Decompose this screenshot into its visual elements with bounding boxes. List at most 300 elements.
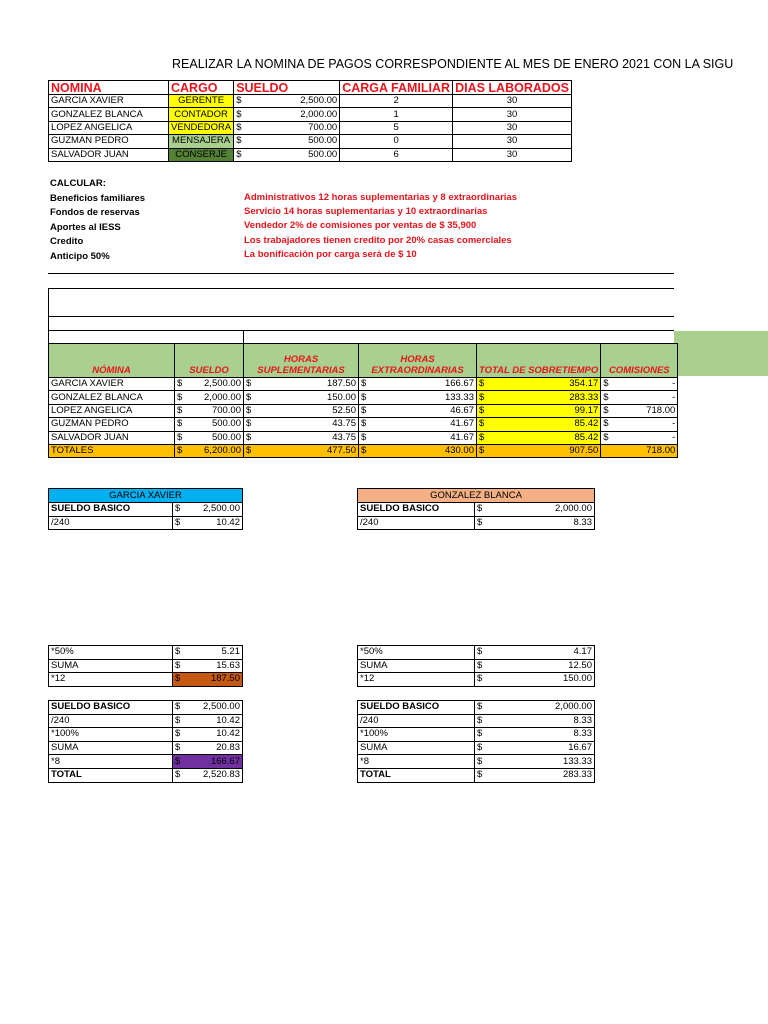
cell-cargo[interactable]: MENSAJERA bbox=[169, 135, 234, 148]
currency-symbol: $ bbox=[175, 714, 181, 726]
currency-symbol: $ bbox=[177, 431, 183, 443]
row-label[interactable]: TOTAL bbox=[358, 768, 475, 782]
cell-value: 5.21 bbox=[221, 646, 240, 658]
cell-hs[interactable] bbox=[244, 378, 359, 391]
currency-symbol: $ bbox=[175, 755, 181, 767]
table-row bbox=[358, 503, 595, 517]
table-row bbox=[358, 755, 595, 769]
currency-symbol: $ bbox=[361, 445, 367, 457]
green-fill-block bbox=[674, 331, 768, 376]
cell-he-total[interactable] bbox=[359, 444, 477, 457]
cell-nombre[interactable]: GARCIA XAVIER bbox=[49, 378, 175, 391]
header-comisiones[interactable]: COMISIONES bbox=[601, 344, 678, 378]
currency-symbol: $ bbox=[177, 391, 183, 403]
currency-symbol: $ bbox=[175, 769, 181, 781]
garcia-extraordinarias-table bbox=[48, 700, 243, 783]
cell-value: 2,000.00 bbox=[555, 701, 592, 713]
currency-symbol: $ bbox=[477, 503, 483, 515]
currency-symbol: $ bbox=[175, 728, 181, 740]
cell-nombre[interactable]: LOPEZ ANGELICA bbox=[49, 404, 175, 417]
cell-sueldo[interactable] bbox=[175, 378, 244, 391]
row-value[interactable] bbox=[475, 728, 595, 742]
cell-total[interactable] bbox=[477, 378, 601, 391]
cell-total[interactable] bbox=[477, 431, 601, 444]
garcia-suplementarias-table bbox=[48, 645, 243, 687]
currency-symbol: $ bbox=[477, 769, 483, 781]
table-row bbox=[49, 741, 243, 755]
currency-symbol: $ bbox=[177, 445, 183, 457]
row-label[interactable]: *8 bbox=[358, 755, 475, 769]
header-total-sobretiempo[interactable]: TOTAL DE SOBRETIEMPO bbox=[477, 344, 601, 378]
nomina-table bbox=[48, 80, 572, 162]
table-row bbox=[358, 768, 595, 782]
currency-symbol: $ bbox=[479, 418, 485, 430]
cell-value: 85.42 bbox=[574, 418, 599, 430]
header-nomina[interactable]: NOMINA bbox=[49, 81, 169, 95]
grid-line bbox=[48, 316, 674, 317]
cell-value: 4.17 bbox=[573, 646, 592, 658]
header-line: HORAS bbox=[283, 354, 319, 365]
row-label[interactable]: /240 bbox=[49, 714, 173, 728]
table-row bbox=[358, 741, 595, 755]
cell-hs-total[interactable] bbox=[244, 444, 359, 457]
note-line[interactable]: Servicio 14 horas suplementarias y 10 extraordinarias bbox=[244, 206, 488, 218]
table-row bbox=[49, 121, 572, 134]
cell-value: 477.50 bbox=[326, 445, 356, 457]
conditions-notes bbox=[244, 191, 517, 262]
grid-line bbox=[243, 330, 244, 344]
garcia-sueldo-table bbox=[48, 488, 243, 530]
cell-value: 700.00 bbox=[211, 404, 241, 416]
cell-nombre[interactable]: SALVADOR JUAN bbox=[49, 148, 169, 161]
grid-line bbox=[48, 288, 674, 289]
row-value[interactable] bbox=[173, 673, 243, 687]
cell-value: 2,500.00 bbox=[203, 701, 240, 713]
currency-symbol: $ bbox=[477, 659, 483, 671]
note-line[interactable]: Vendedor 2% de comisiones por ventas de $ 35,900 bbox=[244, 220, 477, 232]
cell-value: 283.33 bbox=[569, 391, 599, 403]
currency-symbol: $ bbox=[236, 148, 242, 160]
cell-value: 500.00 bbox=[211, 418, 241, 430]
cell-value: 85.42 bbox=[574, 431, 599, 443]
cell-nombre[interactable]: LOPEZ ANGELICA bbox=[49, 121, 169, 134]
row-label[interactable]: *8 bbox=[49, 755, 173, 769]
sueldo-value: 500.00 bbox=[308, 135, 338, 147]
cell-comisiones[interactable] bbox=[601, 378, 678, 391]
cell-carga[interactable]: 1 bbox=[340, 108, 453, 121]
calcular-item[interactable]: Beneficios familiares bbox=[50, 192, 146, 204]
cell-cargo[interactable]: GERENTE bbox=[169, 95, 234, 108]
cell-hs[interactable] bbox=[244, 431, 359, 444]
sueldo-value: 2,000.00 bbox=[300, 108, 338, 120]
cell-dias[interactable]: 30 bbox=[453, 148, 572, 161]
row-label[interactable]: *100% bbox=[49, 728, 173, 742]
cell-sueldo[interactable] bbox=[234, 95, 340, 108]
sobretiempo-header-row bbox=[49, 344, 678, 378]
row-value[interactable] bbox=[173, 728, 243, 742]
row-label[interactable]: SUMA bbox=[49, 741, 173, 755]
row-value[interactable] bbox=[173, 659, 243, 673]
cell-value: 907.50 bbox=[569, 445, 599, 457]
table-row bbox=[358, 701, 595, 715]
currency-symbol: $ bbox=[175, 701, 181, 713]
cell-hs[interactable] bbox=[244, 404, 359, 417]
cell-carga[interactable]: 6 bbox=[340, 148, 453, 161]
calcular-list bbox=[50, 177, 145, 265]
cell-value: - bbox=[672, 391, 676, 403]
sueldo-value: 500.00 bbox=[308, 148, 338, 160]
cell-value: 10.42 bbox=[216, 516, 240, 528]
cell-sueldo[interactable] bbox=[234, 135, 340, 148]
cell-total[interactable] bbox=[477, 404, 601, 417]
row-label[interactable]: SUELDO BASICO bbox=[358, 701, 475, 715]
row-label[interactable]: *50% bbox=[49, 646, 173, 660]
cell-value: 6,200.00 bbox=[204, 445, 241, 457]
cell-dias[interactable]: 30 bbox=[453, 95, 572, 108]
cell-value: 150.00 bbox=[562, 673, 592, 685]
row-value[interactable] bbox=[173, 741, 243, 755]
row-value[interactable] bbox=[475, 701, 595, 715]
table-row bbox=[49, 503, 243, 517]
currency-symbol: $ bbox=[361, 431, 367, 443]
row-label[interactable]: SUMA bbox=[358, 741, 475, 755]
table-row bbox=[49, 755, 243, 769]
cell-value: 15.63 bbox=[216, 659, 240, 671]
table-row bbox=[49, 135, 572, 148]
cell-value: 20.83 bbox=[216, 742, 240, 754]
currency-symbol: $ bbox=[246, 418, 252, 430]
cell-sueldo[interactable] bbox=[175, 404, 244, 417]
calcular-item[interactable]: Aportes al IESS bbox=[50, 221, 121, 233]
currency-symbol: $ bbox=[246, 431, 252, 443]
row-label[interactable]: SUMA bbox=[358, 659, 475, 673]
cell-sueldo[interactable] bbox=[234, 148, 340, 161]
cell-he[interactable] bbox=[359, 418, 477, 431]
cell-value: 2,500.00 bbox=[204, 378, 241, 390]
cell-comisiones[interactable] bbox=[601, 418, 678, 431]
cell-dias[interactable]: 30 bbox=[453, 108, 572, 121]
currency-symbol: $ bbox=[246, 391, 252, 403]
table-row bbox=[49, 701, 243, 715]
cell-value: 283.33 bbox=[562, 769, 592, 781]
row-value[interactable] bbox=[475, 659, 595, 673]
currency-symbol: $ bbox=[175, 503, 181, 515]
cell-value: 187.50 bbox=[210, 673, 240, 685]
cell-carga[interactable]: 5 bbox=[340, 121, 453, 134]
currency-symbol: $ bbox=[477, 728, 483, 740]
currency-symbol: $ bbox=[361, 404, 367, 416]
cell-carga[interactable]: 0 bbox=[340, 135, 453, 148]
currency-symbol: $ bbox=[246, 445, 252, 457]
cell-value: 150.00 bbox=[326, 391, 356, 403]
cell-value: 2,500.00 bbox=[203, 503, 240, 515]
worksheet-header bbox=[358, 489, 595, 503]
cell-value: 99.17 bbox=[574, 404, 599, 416]
cell-value: 2,000.00 bbox=[204, 391, 241, 403]
table-row bbox=[49, 148, 572, 161]
cell-value: 166.67 bbox=[444, 378, 474, 390]
row-value[interactable] bbox=[475, 714, 595, 728]
gonzalez-suplementarias-table bbox=[357, 645, 595, 687]
row-value[interactable] bbox=[475, 768, 595, 782]
cell-value: 46.67 bbox=[450, 404, 474, 416]
cell-sueldo[interactable] bbox=[175, 391, 244, 404]
row-value[interactable] bbox=[475, 673, 595, 687]
currency-symbol: $ bbox=[603, 378, 609, 390]
worksheet-header bbox=[49, 489, 243, 503]
table-row bbox=[49, 768, 243, 782]
cell-value: 500.00 bbox=[211, 431, 241, 443]
currency-symbol: $ bbox=[477, 516, 483, 528]
calcular-item[interactable]: Credito bbox=[50, 236, 84, 248]
cell-totales-label[interactable]: TOTALES bbox=[49, 444, 175, 457]
sueldo-value: 2,500.00 bbox=[300, 95, 338, 107]
cell-sueldo[interactable] bbox=[234, 121, 340, 134]
cell-nombre[interactable]: GUZMAN PEDRO bbox=[49, 418, 175, 431]
cell-he[interactable] bbox=[359, 378, 477, 391]
currency-symbol: $ bbox=[479, 378, 485, 390]
header-nomina[interactable]: NÓMINA bbox=[49, 344, 175, 378]
table-row bbox=[49, 404, 678, 417]
row-value[interactable] bbox=[475, 755, 595, 769]
cell-value: 430.00 bbox=[444, 445, 474, 457]
row-value[interactable] bbox=[475, 741, 595, 755]
table-row bbox=[358, 714, 595, 728]
header-sueldo[interactable]: SUELDO bbox=[234, 81, 340, 95]
header-sueldo[interactable]: SUELDO bbox=[175, 344, 244, 378]
totales-row bbox=[49, 444, 678, 457]
row-value[interactable] bbox=[173, 714, 243, 728]
cell-he[interactable] bbox=[359, 404, 477, 417]
currency-symbol: $ bbox=[361, 391, 367, 403]
row-label[interactable]: SUELDO BASICO bbox=[49, 701, 173, 715]
currency-symbol: $ bbox=[361, 378, 367, 390]
row-value[interactable] bbox=[475, 646, 595, 660]
employee-name[interactable]: GARCIA XAVIER bbox=[49, 489, 243, 503]
cell-value: 12.50 bbox=[568, 659, 592, 671]
row-label[interactable]: *12 bbox=[49, 673, 173, 687]
table-row bbox=[49, 431, 678, 444]
cell-value: 16.67 bbox=[568, 742, 592, 754]
row-label[interactable]: SUELDO BASICO bbox=[49, 503, 173, 517]
row-value[interactable] bbox=[475, 516, 595, 530]
cell-comisiones[interactable] bbox=[601, 404, 678, 417]
cell-he[interactable] bbox=[359, 391, 477, 404]
currency-symbol: $ bbox=[177, 404, 183, 416]
cell-cargo[interactable]: CONSERJE bbox=[169, 148, 234, 161]
cell-cargo[interactable]: VENDEDORA bbox=[169, 121, 234, 134]
header-horas-extraordinarias[interactable] bbox=[359, 344, 477, 378]
table-row bbox=[49, 516, 243, 530]
cell-value: 8.33 bbox=[573, 516, 592, 528]
cell-nombre[interactable]: GONZALEZ BLANCA bbox=[49, 391, 175, 404]
cell-value: 8.33 bbox=[573, 728, 592, 740]
header-dias-laborados[interactable]: DIAS LABORADOS bbox=[453, 81, 572, 95]
calcular-label[interactable]: CALCULAR: bbox=[50, 178, 106, 189]
currency-symbol: $ bbox=[175, 673, 181, 685]
cell-cargo[interactable]: CONTADOR bbox=[169, 108, 234, 121]
table-row bbox=[49, 673, 243, 687]
nomina-header-row bbox=[49, 81, 572, 95]
header-horas-suplementarias[interactable] bbox=[244, 344, 359, 378]
row-label[interactable]: *12 bbox=[358, 673, 475, 687]
row-value[interactable] bbox=[173, 755, 243, 769]
cell-he[interactable] bbox=[359, 431, 477, 444]
note-line[interactable]: Los trabajadores tienen credito por 20% casas comerciales bbox=[244, 234, 512, 246]
row-value[interactable] bbox=[475, 503, 595, 517]
cell-sueldo[interactable] bbox=[175, 418, 244, 431]
currency-symbol: $ bbox=[236, 95, 242, 107]
header-line: EXTRAORDINARIAS bbox=[371, 365, 464, 376]
row-value[interactable] bbox=[173, 768, 243, 782]
currency-symbol: $ bbox=[361, 418, 367, 430]
header-line: HORAS bbox=[400, 354, 435, 365]
table-row bbox=[358, 659, 595, 673]
row-label[interactable]: SUELDO BASICO bbox=[358, 503, 475, 517]
table-row bbox=[49, 378, 678, 391]
currency-symbol: $ bbox=[477, 673, 483, 685]
cell-value: 41.67 bbox=[450, 431, 474, 443]
cell-nombre[interactable]: GUZMAN PEDRO bbox=[49, 135, 169, 148]
currency-symbol: $ bbox=[477, 742, 483, 754]
cell-total[interactable] bbox=[477, 418, 601, 431]
currency-symbol: $ bbox=[175, 516, 181, 528]
currency-symbol: $ bbox=[603, 391, 609, 403]
cell-hs[interactable] bbox=[244, 418, 359, 431]
grid-line bbox=[48, 288, 49, 344]
header-cargo[interactable]: CARGO bbox=[169, 81, 234, 95]
cell-carga[interactable]: 2 bbox=[340, 95, 453, 108]
cell-hs[interactable] bbox=[244, 391, 359, 404]
cell-value: 43.75 bbox=[332, 418, 356, 430]
table-row bbox=[49, 391, 678, 404]
sobretiempo-table bbox=[48, 343, 678, 458]
cell-nombre[interactable]: GONZALEZ BLANCA bbox=[49, 108, 169, 121]
cell-sueldo[interactable] bbox=[175, 431, 244, 444]
row-label[interactable]: /240 bbox=[358, 714, 475, 728]
note-line[interactable]: Administrativos 12 horas suplementarias y 8 extraordinarias bbox=[244, 192, 517, 203]
row-label[interactable]: /240 bbox=[49, 516, 173, 530]
cell-sueldo-total[interactable] bbox=[175, 444, 244, 457]
row-value[interactable] bbox=[173, 701, 243, 715]
currency-symbol: $ bbox=[477, 701, 483, 713]
cell-value: 10.42 bbox=[216, 728, 240, 740]
cell-value: 2,520.83 bbox=[203, 769, 240, 781]
grid-line bbox=[48, 330, 674, 331]
table-row bbox=[49, 646, 243, 660]
cell-value: 718.00 bbox=[646, 404, 676, 416]
cell-total[interactable] bbox=[477, 391, 601, 404]
table-row bbox=[358, 646, 595, 660]
currency-symbol: $ bbox=[236, 135, 242, 147]
currency-symbol: $ bbox=[177, 418, 183, 430]
table-row bbox=[358, 728, 595, 742]
cell-value: 41.67 bbox=[450, 418, 474, 430]
cell-nombre[interactable]: SALVADOR JUAN bbox=[49, 431, 175, 444]
row-label[interactable]: *100% bbox=[358, 728, 475, 742]
currency-symbol: $ bbox=[175, 659, 181, 671]
cell-value: 10.42 bbox=[216, 714, 240, 726]
currency-symbol: $ bbox=[479, 404, 485, 416]
table-row bbox=[49, 659, 243, 673]
table-row bbox=[49, 108, 572, 121]
currency-symbol: $ bbox=[236, 121, 242, 133]
currency-symbol: $ bbox=[603, 418, 609, 430]
gonzalez-extraordinarias-table bbox=[357, 700, 595, 783]
cell-dias[interactable]: 30 bbox=[453, 135, 572, 148]
table-row bbox=[49, 728, 243, 742]
currency-symbol: $ bbox=[236, 108, 242, 120]
currency-symbol: $ bbox=[477, 646, 483, 658]
cell-value: - bbox=[672, 431, 676, 443]
gonzalez-sueldo-table bbox=[357, 488, 595, 530]
cell-value: 8.33 bbox=[573, 714, 592, 726]
currency-symbol: $ bbox=[603, 404, 609, 416]
currency-symbol: $ bbox=[246, 378, 252, 390]
cell-value: - bbox=[672, 378, 676, 390]
header-line: SUPLEMENTARIAS bbox=[257, 365, 345, 376]
cell-total-total[interactable] bbox=[477, 444, 601, 457]
header-carga-familiar[interactable]: CARGA FAMILIAR bbox=[340, 81, 453, 95]
cell-value: 2,000.00 bbox=[555, 503, 592, 515]
cell-value: - bbox=[672, 418, 676, 430]
employee-name[interactable]: GONZALEZ BLANCA bbox=[358, 489, 595, 503]
cell-value: 187.50 bbox=[326, 378, 356, 390]
currency-symbol: $ bbox=[477, 755, 483, 767]
currency-symbol: $ bbox=[175, 646, 181, 658]
cell-nombre[interactable]: GARCIA XAVIER bbox=[49, 95, 169, 108]
cell-value: 43.75 bbox=[332, 431, 356, 443]
cell-comisiones-total[interactable]: 718.00 bbox=[601, 444, 678, 457]
sueldo-value: 700.00 bbox=[308, 121, 338, 133]
currency-symbol: $ bbox=[175, 742, 181, 754]
table-row bbox=[358, 673, 595, 687]
row-value[interactable] bbox=[173, 646, 243, 660]
cell-comisiones[interactable] bbox=[601, 431, 678, 444]
cell-dias[interactable]: 30 bbox=[453, 121, 572, 134]
currency-symbol: $ bbox=[479, 391, 485, 403]
table-row bbox=[49, 95, 572, 108]
cell-value: 133.33 bbox=[562, 755, 592, 767]
cell-value: 354.17 bbox=[569, 378, 599, 390]
row-label[interactable]: SUMA bbox=[49, 659, 173, 673]
currency-symbol: $ bbox=[477, 714, 483, 726]
currency-symbol: $ bbox=[479, 445, 485, 457]
currency-symbol: $ bbox=[479, 431, 485, 443]
currency-symbol: $ bbox=[246, 404, 252, 416]
currency-symbol: $ bbox=[177, 378, 183, 390]
calcular-item[interactable]: Fondos de reservas bbox=[50, 207, 140, 219]
table-row bbox=[49, 714, 243, 728]
grid-line bbox=[48, 273, 674, 274]
table-row bbox=[358, 516, 595, 530]
row-label[interactable]: /240 bbox=[358, 516, 475, 530]
row-value[interactable] bbox=[173, 516, 243, 530]
sheet-title: REALIZAR LA NOMINA DE PAGOS CORRESPONDIENTE AL MES DE ENERO 2021 CON LA SIGU bbox=[172, 57, 734, 71]
note-line[interactable]: La bonificación por carga será de $ 10 bbox=[244, 248, 417, 260]
row-label[interactable]: *50% bbox=[358, 646, 475, 660]
currency-symbol: $ bbox=[603, 431, 609, 443]
calcular-item[interactable]: Anticipo 50% bbox=[50, 250, 110, 262]
table-row bbox=[49, 418, 678, 431]
cell-value: 133.33 bbox=[444, 391, 474, 403]
cell-value: 52.50 bbox=[332, 404, 356, 416]
row-value[interactable] bbox=[173, 503, 243, 517]
cell-sueldo[interactable] bbox=[234, 108, 340, 121]
row-label[interactable]: TOTAL bbox=[49, 768, 173, 782]
cell-comisiones[interactable] bbox=[601, 391, 678, 404]
cell-value: 166.67 bbox=[210, 755, 240, 767]
